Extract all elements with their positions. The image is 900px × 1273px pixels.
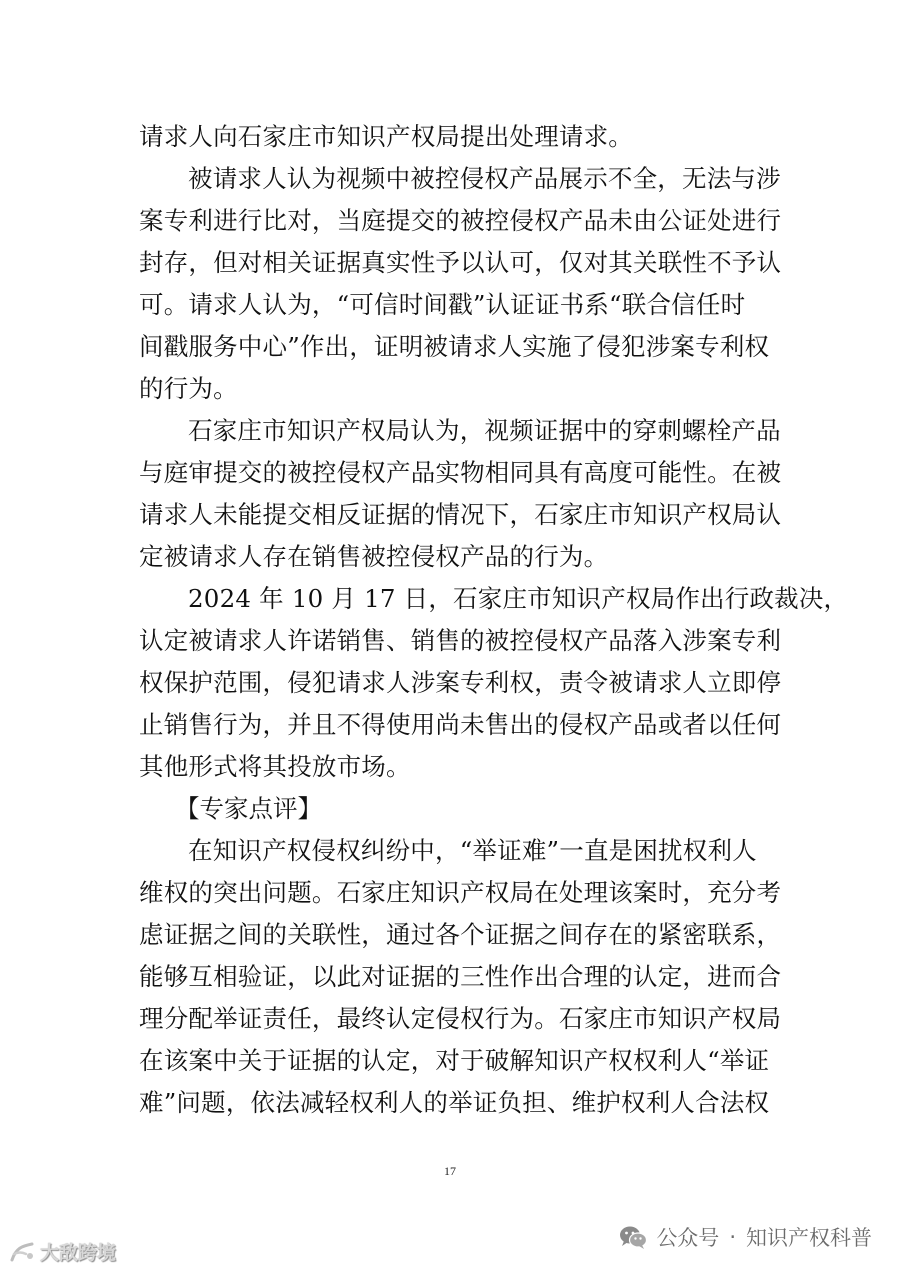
- text-line: 与庭审提交的被控侵权产品实物相同具有高度可能性。在被: [139, 458, 782, 487]
- text-line: 虑证据之间的关联性，通过各个证据之间存在的紧密联系，: [139, 920, 782, 949]
- paragraph: [139, 410, 782, 578]
- text-line: 其他形式将其投放市场。: [139, 752, 411, 781]
- text-line: 2024 年 10 月 17 日，石家庄市知识产权局作出行政裁决，: [188, 584, 849, 613]
- watermark: [8, 1238, 116, 1265]
- text-line: 可。请求人认为，“可信时间戳”认证证书系“联合信任时: [139, 290, 746, 319]
- text-line: 的行为。: [139, 374, 238, 403]
- text-line: 权保护范围，侵犯请求人涉案专利权，责令被请求人立即停: [139, 668, 782, 697]
- text-line: 认定被请求人许诺销售、销售的被控侵权产品落入涉案专利: [139, 626, 782, 655]
- paragraph: [139, 116, 771, 158]
- text-line: 难”问题，依法减轻权利人的举证负担、维护权利人合法权: [139, 1088, 770, 1117]
- text-line: 理分配举证责任，最终认定侵权行为。石家庄市知识产权局: [139, 1004, 782, 1033]
- text-line: 能够互相验证，以此对证据的三性作出合理的认定，进而合: [139, 962, 782, 991]
- official-account-footer: [618, 1222, 872, 1252]
- text-line: 封存，但对相关证据真实性予以认可，仅对其关联性不予认: [139, 248, 782, 277]
- watermark-text: 大敌跨境: [40, 1242, 117, 1264]
- page-number: 17: [444, 1164, 456, 1178]
- text-line: 案专利进行比对，当庭提交的被控侵权产品未由公证处进行: [139, 206, 782, 235]
- text-line: 间戳服务中心”作出，证明被请求人实施了侵犯涉案专利权: [139, 332, 770, 361]
- text-line: 定被请求人存在销售被控侵权产品的行为。: [139, 542, 609, 571]
- paragraph: [139, 578, 849, 788]
- text-line: 石家庄市知识产权局认为，视频证据中的穿刺螺栓产品: [188, 416, 781, 445]
- footer-prefix: 公众号: [656, 1226, 720, 1250]
- sparkle-logo-icon: [8, 1240, 36, 1264]
- footer-separator: ·: [729, 1225, 736, 1249]
- text-line: 在该案中关于证据的认定，对于破解知识产权权利人“举证: [139, 1046, 770, 1075]
- section-heading: 【专家点评】: [175, 794, 322, 823]
- text-line: 请求人未能提交相反证据的情况下，石家庄市知识产权局认: [139, 500, 782, 529]
- text-line: 被请求人认为视频中被控侵权产品展示不全，无法与涉: [188, 164, 781, 193]
- document-body: [139, 116, 849, 1124]
- text-line: 在知识产权侵权纠纷中，“举证难”一直是困扰权利人: [188, 836, 757, 865]
- wechat-icon: [618, 1224, 648, 1250]
- review-paragraph: [139, 830, 782, 1124]
- account-name[interactable]: 知识产权科普: [746, 1226, 872, 1250]
- text-line: 请求人向石家庄市知识产权局提出处理请求。: [139, 122, 633, 151]
- paragraph: [139, 158, 782, 410]
- text-line: 维权的突出问题。石家庄知识产权局在处理该案时，充分考: [139, 878, 782, 907]
- text-line: 止销售行为，并且不得使用尚未售出的侵权产品或者以任何: [139, 710, 782, 739]
